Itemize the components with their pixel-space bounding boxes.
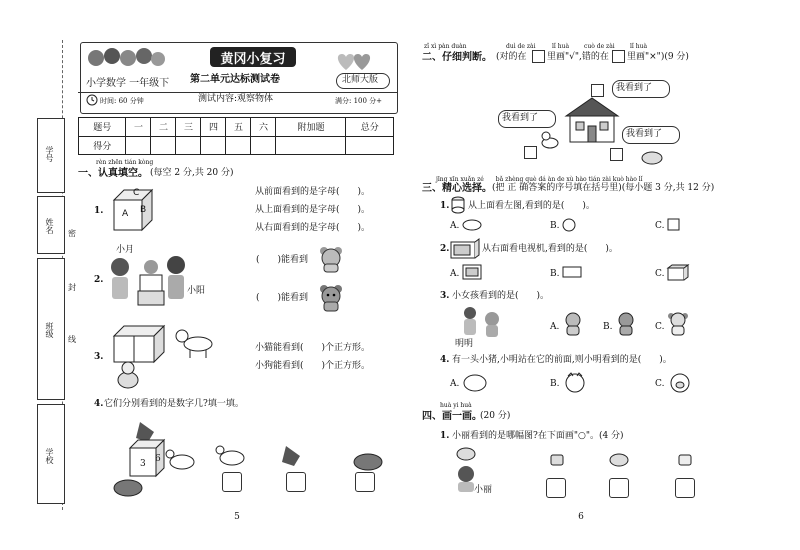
edition-label: 北师大版 [342, 75, 379, 85]
q3-2-option-c[interactable]: C. [655, 269, 665, 279]
option-square-icon [667, 218, 681, 232]
q1-3-line-cat[interactable]: 小猫能看到( )个正方形。 [255, 343, 371, 353]
draw-circle-box-3[interactable] [675, 478, 695, 498]
score-cell[interactable] [276, 136, 346, 155]
page-number-right-value: 6 [578, 512, 584, 522]
q3-1-number: 1. [440, 201, 450, 211]
q3-2-number: 2. [440, 244, 450, 254]
option-tv-side-icon [562, 264, 584, 282]
q1-1-number: 1. [94, 206, 104, 216]
q4-1-text: 小丽看到的是哪幅图?在下面画"○"。(4 分) [452, 431, 624, 441]
q1-1-line-right[interactable]: 从右面看到的是字母( )。 [255, 223, 371, 233]
q3-1-option-c[interactable]: C. [655, 221, 665, 231]
q3-3-option-a[interactable]: A. [550, 322, 560, 332]
section4-title: 四、画一画。 [422, 411, 482, 422]
option-tv-front-icon [462, 264, 484, 282]
score-header-cell: 一 [126, 118, 151, 137]
full-marks: 满分: 100 分+ [335, 97, 383, 105]
option-pig-back-icon [562, 372, 588, 394]
person-name-mingming: 明明 [455, 339, 474, 349]
bubble-text-top: 我看到了 [616, 83, 653, 93]
subject-label: 小学数学 一年级下 [86, 78, 170, 89]
score-header-cell: 题号 [79, 118, 126, 137]
q3-2-option-a[interactable]: A. [450, 269, 460, 279]
section1-title: 一、认真填空。 [78, 168, 148, 179]
teapot-view-2-icon [608, 452, 630, 468]
q3-4-option-a[interactable]: A. [450, 379, 460, 389]
section3-note: (把 正 确答案的序号填在括号里)(每小题 3 分,共 12 分) [492, 183, 715, 193]
judge-box-right[interactable] [610, 148, 623, 161]
score-row-label: 得分 [79, 136, 126, 155]
score-table [78, 117, 394, 155]
q1-1-line-front[interactable]: 从前面看到的是字母( )。 [255, 187, 371, 197]
toy-bear-back-icon [318, 246, 344, 272]
brand-title: 黄冈小复习 [220, 52, 286, 67]
teapot-view-3-icon [676, 452, 694, 468]
section3-pinyin: jīng xīn xuǎn zé bǎ zhèng què dá àn de xù hào tián zài kuò hào lǐ [436, 176, 643, 183]
score-cell[interactable] [201, 136, 226, 155]
check-box-sample [532, 50, 545, 63]
section1-note: (每空 2 分,共 20 分) [150, 168, 234, 178]
q1-3-number: 3. [94, 352, 104, 362]
q3-4-text: 有一头小猪,小明站在它的前面,则小明看到的是( )。 [452, 355, 672, 365]
q3-4-option-c[interactable]: C. [655, 379, 665, 389]
section2-pinyin-draw-2: lǐ huà [630, 43, 648, 50]
q4-1-number: 1. [440, 431, 450, 441]
q3-1-text: 从上面看左图,看到的是( )。 [468, 201, 595, 211]
q1-4-number: 4. [94, 399, 104, 409]
q3-3-text: 小女孩看到的是( )。 [452, 291, 550, 301]
q1-2-line-1[interactable]: ( )能看到 [256, 255, 309, 265]
binding-label-name: 姓名 [45, 218, 54, 234]
section1-pinyin: rèn zhēn tián kòng [96, 159, 154, 166]
cylinder-icon [450, 196, 466, 214]
q1-3-line-dog[interactable]: 小狗能看到( )个正方形。 [255, 361, 371, 371]
section2-note-part2: 里画"√",错的在 [547, 52, 609, 62]
bubble-text-left: 我看到了 [502, 113, 539, 123]
tv-icon [450, 238, 480, 260]
answer-box-bird[interactable] [286, 472, 306, 492]
section2-note-part1: (对的在 [496, 52, 527, 62]
q1-2-number: 2. [94, 275, 104, 285]
score-cell[interactable] [176, 136, 201, 155]
option-circle-icon [562, 218, 576, 232]
kids-with-toy-illustration [104, 255, 196, 313]
page-number-left [222, 513, 252, 523]
cube-face-right: B [140, 205, 147, 215]
cube-face-top: C [133, 188, 140, 198]
cube-face-number-front: 3 [140, 459, 146, 469]
exam-time: 时间: 60 分钟 [100, 97, 144, 105]
q3-3-number: 3. [440, 291, 450, 301]
house-icon [564, 96, 620, 146]
draw-circle-box-1[interactable] [546, 478, 566, 498]
option-pig-front-icon [667, 372, 693, 394]
hearts-icon [334, 50, 374, 74]
section4-pinyin: huà yi huà [440, 402, 472, 409]
answer-box-duck[interactable] [222, 472, 242, 492]
score-header-cell: 二 [151, 118, 176, 137]
q3-2-option-b[interactable]: B. [550, 269, 560, 279]
binding-label-id: 学号 [45, 146, 54, 162]
q3-3-option-c[interactable]: C. [655, 322, 665, 332]
section2-pinyin-draw-1: lǐ huà [552, 43, 570, 50]
section2-pinyin-correct: duì de zài [506, 43, 536, 50]
answer-box-turtle[interactable] [355, 472, 375, 492]
person-name-xiaoli: 小丽 [474, 485, 493, 495]
judge-box-left[interactable] [524, 146, 537, 159]
option-tv-angle-icon [667, 264, 691, 282]
score-cell[interactable] [126, 136, 151, 155]
teapot-view-1-icon [548, 452, 566, 468]
score-cell[interactable] [251, 136, 276, 155]
score-header-cell: 附加题 [276, 118, 346, 137]
option-pig-side-icon [462, 372, 488, 394]
draw-circle-box-2[interactable] [609, 478, 629, 498]
cut-mark-close: 封 [68, 283, 76, 292]
option-bear-back-icon [667, 312, 689, 336]
score-table-score-row [79, 136, 394, 155]
q1-2-line-2[interactable]: ( )能看到 [256, 293, 309, 303]
binding-label-class: 班级 [45, 322, 54, 338]
score-header-cell: 总分 [346, 118, 394, 137]
q3-1-option-b[interactable]: B. [550, 221, 560, 231]
exam-title: 第二单元达标测试卷 [190, 74, 280, 85]
q3-2-text: 从右面看电视机,看到的是( )。 [482, 244, 618, 254]
section2-pinyin-wrong: cuò de zài [584, 43, 615, 50]
option-ellipse-icon [462, 218, 484, 232]
q3-1-option-a[interactable]: A. [450, 221, 460, 231]
q3-4-number: 4. [440, 355, 450, 365]
boxes-cat-dog-illustration [112, 322, 222, 392]
bubble-text-right: 我看到了 [626, 129, 663, 139]
score-cell[interactable] [346, 136, 394, 155]
clock-icon [86, 94, 98, 106]
cube-face-front: A [122, 209, 129, 219]
score-header-cell: 六 [251, 118, 276, 137]
frog-icon [640, 148, 664, 166]
score-cell[interactable] [226, 136, 251, 155]
kids-illustration [86, 46, 166, 72]
section2-note-part3: 里画"×")(9 分) [627, 52, 689, 62]
section3-title: 三、精心选择。 [422, 183, 492, 194]
score-header-cell: 五 [226, 118, 251, 137]
section4-note: (20 分) [480, 411, 511, 421]
girl-and-bear-illustration [458, 305, 508, 341]
header-divider [78, 92, 398, 93]
q3-3-option-b[interactable]: B. [603, 322, 613, 332]
score-header-cell: 三 [176, 118, 201, 137]
score-cell[interactable] [151, 136, 176, 155]
page-number-left-value: 5 [234, 512, 240, 522]
option-bear-right-icon [615, 312, 637, 336]
cut-mark-line: 线 [68, 335, 76, 344]
q1-1-line-top[interactable]: 从上面看到的是字母( )。 [255, 205, 371, 215]
cut-mark-seal: 密 [68, 229, 76, 238]
cross-box-sample [612, 50, 625, 63]
q1-4-text: 它们分别看到的是数字几?填一填。 [104, 399, 244, 409]
boy-name: 小阳 [187, 286, 206, 296]
score-table-header-row [79, 118, 394, 137]
duck-icon [540, 130, 560, 150]
toy-bear-front-icon [318, 284, 344, 312]
option-bear-left-icon [562, 312, 584, 336]
test-content: 测试内容:观察物体 [198, 94, 274, 104]
score-header-cell: 四 [201, 118, 226, 137]
page-number-right [566, 513, 596, 523]
judge-box-top[interactable] [591, 84, 604, 97]
section2-title: 二、仔细判断。 [422, 52, 492, 63]
binding-label-school: 学校 [45, 448, 54, 464]
section2-pinyin-title: zǐ xì pàn duàn [424, 43, 467, 50]
q3-4-option-b[interactable]: B. [550, 379, 560, 389]
girl-name: 小月 [116, 245, 135, 255]
cube-face-number-right: 6 [155, 454, 161, 464]
